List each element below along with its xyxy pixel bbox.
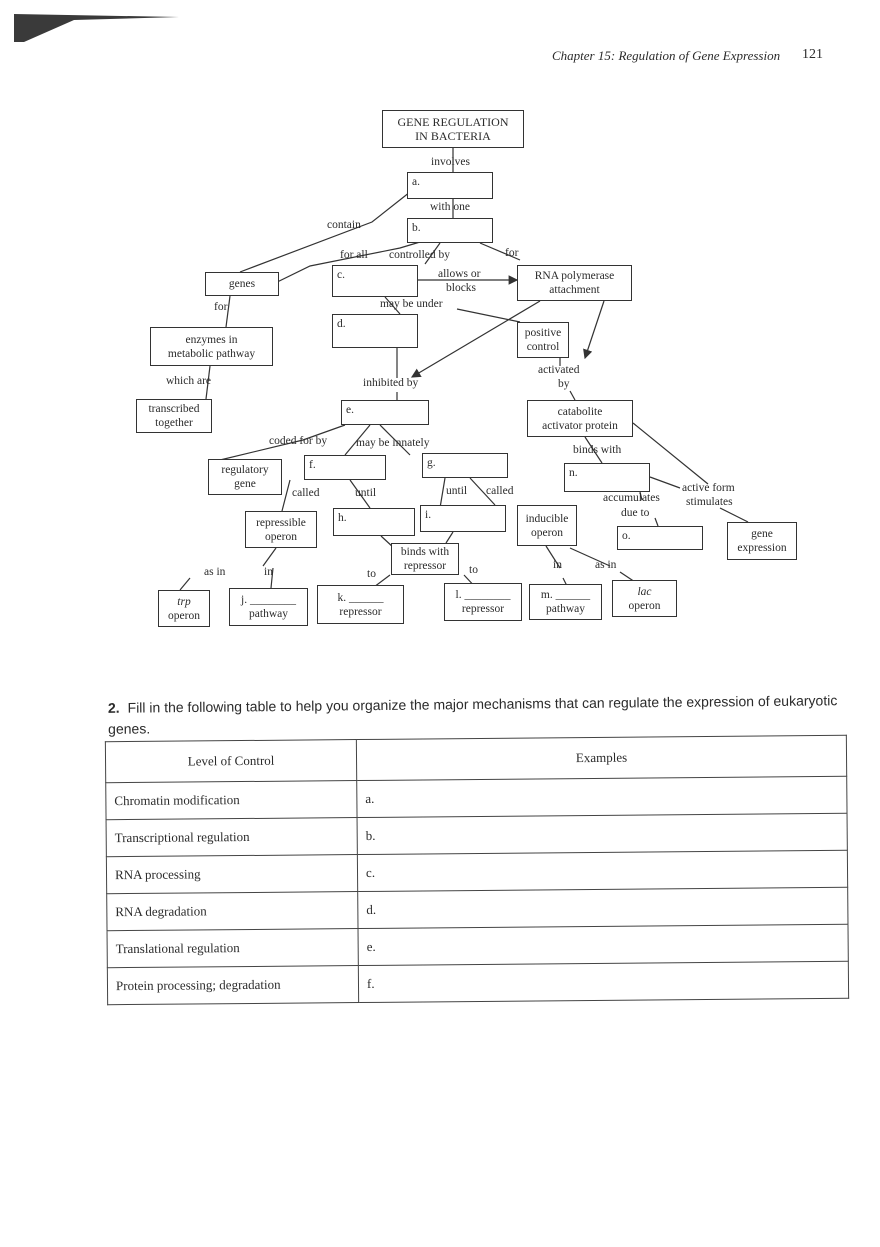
title-box (382, 110, 524, 148)
trp-operon-box (158, 590, 210, 627)
link-allows-or: allows or (438, 268, 481, 280)
repressible-line-1: repressible (256, 516, 306, 529)
link-stimulates: stimulates (686, 496, 733, 508)
positive-line-1: positive (524, 327, 562, 339)
link-activated: activated (538, 364, 580, 376)
blank-box-h[interactable]: h. (333, 508, 415, 536)
link-inhibited-by: inhibited by (363, 377, 419, 389)
l-line-1: l. ________ (455, 589, 511, 601)
link-active-form: active form (682, 482, 735, 494)
link-which-are: which are (166, 375, 212, 387)
binds-line-2: repressor (403, 560, 447, 572)
lac-operon-box (612, 580, 677, 617)
question-number: 2. (107, 699, 120, 716)
level-cell: Protein processing; degradation (107, 966, 358, 1005)
genes-box: genes (205, 272, 279, 296)
link-called-right: called (486, 485, 514, 497)
blank-box-d[interactable]: d. (332, 314, 418, 348)
cap-line-2: activator protein (542, 419, 618, 432)
m-line-2: pathway (546, 603, 585, 615)
gene-expression-box (727, 522, 797, 560)
title-line-2: IN BACTERIA (415, 129, 491, 143)
link-due-to: due to (621, 507, 650, 519)
blank-box-l[interactable] (444, 583, 522, 621)
example-cell[interactable]: b. (357, 813, 847, 854)
link-to-right: to (469, 564, 478, 576)
level-cell: Chromatin modification (106, 781, 357, 820)
regulatory-gene-box (208, 459, 282, 495)
title-line-1: GENE REGULATION (397, 115, 509, 129)
link-contain: contain (327, 219, 361, 231)
blank-box-a[interactable]: a. (407, 172, 493, 199)
trp-line-1: trp (177, 595, 191, 608)
example-cell[interactable]: f. (358, 961, 848, 1002)
rna-pol-line-1: RNA polymerase (534, 270, 615, 282)
inducible-operon-box (517, 505, 577, 546)
page-number: 121 (802, 47, 823, 62)
link-for-enzymes: for (214, 301, 228, 313)
gene-expr-line-1: gene (751, 528, 773, 540)
link-controlled-by: controlled by (389, 249, 450, 261)
blank-box-n[interactable]: n. (564, 463, 650, 492)
link-may-be-innately: may be innately (356, 437, 430, 449)
link-by: by (558, 378, 570, 390)
positive-control-box (517, 322, 569, 358)
k-line-2: repressor (339, 605, 382, 618)
level-cell: RNA degradation (107, 892, 358, 931)
example-cell[interactable]: a. (357, 776, 847, 817)
regulatory-line-1: regulatory (221, 464, 269, 476)
table-row (106, 813, 847, 856)
blank-box-e[interactable]: e. (341, 400, 429, 425)
example-cell[interactable]: d. (358, 887, 848, 928)
transcribed-line-1: transcribed (148, 403, 200, 415)
m-line-1: m. ______ (540, 589, 591, 601)
transcribed-line-2: together (155, 417, 193, 429)
j-line-1: j. ________ (241, 594, 296, 606)
link-binds-with: binds with (573, 444, 622, 456)
level-cell: RNA processing (106, 855, 357, 894)
link-in-right: in (553, 559, 562, 571)
k-line-1: k. ______ (337, 591, 384, 604)
link-until-left: until (355, 487, 377, 499)
rna-pol-line-2: attachment (549, 284, 600, 296)
blank-box-o[interactable]: o. (617, 526, 703, 550)
link-blocks: blocks (446, 282, 477, 294)
table-row (106, 776, 847, 819)
blank-box-i[interactable]: i. (420, 505, 506, 532)
link-involves: involves (431, 156, 470, 168)
table-row (107, 887, 848, 930)
blank-box-g[interactable]: g. (422, 453, 508, 478)
blank-box-m[interactable] (529, 584, 602, 620)
blank-box-f[interactable]: f. (304, 455, 386, 480)
link-until-right: until (446, 485, 468, 497)
link-for-rna-pol: for (505, 247, 519, 259)
example-cell[interactable]: c. (357, 850, 847, 891)
blank-box-k[interactable] (317, 585, 404, 624)
level-cell: Translational regulation (107, 929, 358, 968)
cap-line-1: catabolite (557, 405, 603, 418)
repressible-line-2: operon (265, 530, 297, 543)
enzymes-line-2: metabolic pathway (167, 347, 256, 360)
inducible-line-1: inducible (525, 512, 569, 525)
table-row (106, 850, 847, 893)
question-2 (108, 690, 848, 740)
table-header-row (105, 735, 846, 782)
trp-line-2: operon (168, 609, 200, 622)
blank-box-j[interactable] (229, 588, 308, 626)
l-line-2: repressor (461, 603, 505, 615)
lac-line-1: lac (637, 585, 652, 598)
blank-box-b[interactable]: b. (407, 218, 493, 243)
transcribed-together-box (136, 399, 212, 433)
chapter-header: Chapter 15: Regulation of Gene Expression (552, 48, 781, 63)
link-accumulates: accumulates (603, 492, 660, 504)
rna-polymerase-box (517, 265, 632, 301)
question-text: Fill in the following table to help you organize the major mechanisms that can regulate the expression of eukaryotic genes. (108, 692, 838, 737)
eukaryotic-regulation-table (105, 735, 849, 1005)
link-as-in-right: as in (595, 559, 617, 571)
regulatory-line-2: gene (234, 478, 256, 490)
gene-expr-line-2: expression (737, 542, 787, 554)
link-with-one: with one (430, 201, 470, 213)
repressible-operon-box (245, 511, 317, 548)
header-examples: Examples (356, 735, 846, 780)
level-cell: Transcriptional regulation (106, 818, 357, 857)
link-for-all: for all (340, 249, 368, 261)
binds-line-1: binds with (400, 546, 450, 558)
link-as-in-left: as in (204, 566, 226, 578)
binds-with-repressor-box (391, 543, 459, 575)
enzymes-box (150, 327, 273, 366)
enzymes-line-1: enzymes in (185, 333, 238, 346)
j-line-2: pathway (249, 608, 288, 620)
link-coded-for-by: coded for by (269, 435, 328, 447)
link-to-left: to (367, 568, 376, 580)
header-level-of-control: Level of Control (105, 740, 356, 783)
inducible-line-2: operon (531, 526, 563, 539)
link-may-be-under: may be under (380, 298, 443, 310)
positive-line-2: control (526, 341, 560, 353)
table-row (107, 961, 848, 1004)
link-in-left: in (264, 566, 273, 578)
lac-line-2: operon (628, 599, 661, 612)
blank-box-c[interactable]: c. (332, 265, 418, 297)
link-called-left: called (292, 487, 320, 499)
table-row (107, 924, 848, 967)
example-cell[interactable]: e. (358, 924, 848, 965)
catabolite-activator-box (527, 400, 633, 437)
